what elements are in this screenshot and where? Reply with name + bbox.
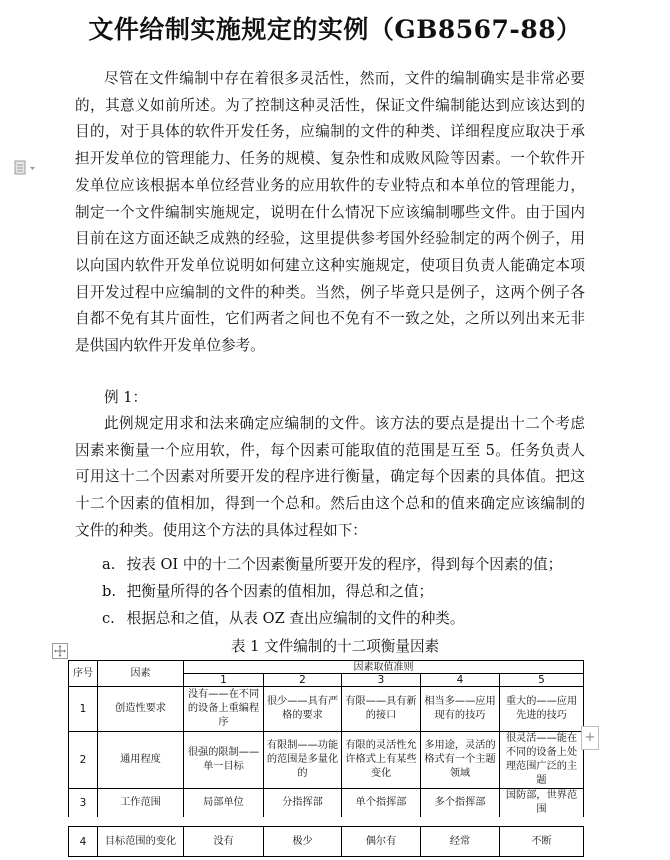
table-cell: 偶尔有	[342, 827, 421, 857]
table-cell: 有限制——功能的范围是多量化的	[264, 732, 342, 789]
header-seq: 序号	[69, 661, 98, 687]
step-item	[102, 552, 562, 578]
table-cell: 没有	[184, 827, 264, 857]
step-text: 根据总和之值，从表 OZ 查出应编制的文件的种类。	[126, 610, 465, 627]
step-letter: b.	[102, 583, 116, 600]
row-factor: 通用程度	[98, 732, 184, 789]
factor-table	[68, 660, 583, 818]
document-icon[interactable]	[14, 160, 42, 176]
table-cell: 分指挥部	[264, 789, 342, 818]
row-factor: 创造性要求	[98, 687, 184, 732]
table-cell: 有限——具有新的接口	[342, 687, 421, 732]
table-cell: 没有——在不同的设备上重编程序	[184, 687, 264, 732]
add-column-plus-icon[interactable]: +	[581, 726, 599, 750]
row-factor: 工作范围	[98, 789, 184, 818]
row-number: 2	[69, 732, 98, 789]
table-row	[69, 687, 584, 732]
table-cell: 极少	[264, 827, 342, 857]
header-level: 1	[184, 674, 264, 687]
example-paragraph: 此例规定用求和法来确定应编制的文件。该方法的要点是提出十二个考虑因素来衡量一个应用软，件，每个因素可能取值的范围是互至 5。任务负责人可用这十二个因素对所要开发的程序进行衡量，确定每个因素的具体值。把这十二个因素的值相加，得到一个总和。然后由这个总和的值来确定应该编制的文件的种类。使用这个方法的具体过程如下：	[75, 415, 585, 539]
table-caption: 表 1 文件编制的十二项衡量因素	[230, 638, 440, 655]
table-cell: 经常	[421, 827, 500, 857]
step-item	[102, 579, 433, 605]
header-level: 5	[500, 674, 584, 687]
row-number: 3	[69, 789, 98, 818]
table-cell: 不断	[500, 827, 584, 857]
step-letter: c.	[102, 610, 115, 627]
table-cell: 多个指挥部	[421, 789, 500, 818]
header-level: 2	[264, 674, 342, 687]
header-level: 4	[421, 674, 500, 687]
step-text: 按表 OI 中的十二个因素衡量所要开发的程序，得到每个因素的值；	[126, 556, 563, 573]
example-label: 例 1：	[104, 389, 148, 406]
step-text: 把衡量所得的各个因素的值相加，得总和之值；	[126, 583, 434, 600]
row-number: 4	[69, 827, 98, 857]
table-row	[69, 789, 584, 818]
row-number: 1	[69, 687, 98, 732]
table-cell: 单个指挥部	[342, 789, 421, 818]
table-cell: 多用途，灵活的格式有一个主题领域	[421, 732, 500, 789]
step-letter: a.	[102, 556, 116, 573]
table-row	[69, 732, 584, 789]
table-cell: 相当多——应用现有的技巧	[421, 687, 500, 732]
table-cell: 局部单位	[184, 789, 264, 818]
table-move-handle-icon[interactable]	[52, 643, 68, 659]
row-factor: 目标范围的变化	[98, 827, 184, 857]
factor-table-continued	[68, 826, 583, 857]
step-item	[102, 606, 465, 632]
table-cell: 很灵活——能在不同的设备上处理范围广泛的主题	[500, 732, 584, 789]
table-cell: 有限的灵活性允许格式上有某些变化	[342, 732, 421, 789]
table-cell: 很少——具有严格的要求	[264, 687, 342, 732]
header-factor: 因素	[98, 661, 184, 687]
table-cell: 很强的限制——单一目标	[184, 732, 264, 789]
table-cell: 重大的——应用先进的技巧	[500, 687, 584, 732]
document-title: 文件给制实施规定的实例（GB8567-88）	[88, 15, 582, 44]
intro-paragraph: 尽管在文件编制中存在着很多灵活性，然而，文件的编制确实是非常必要的，其意义如前所述。为了控制这种灵活性，保证文件编制能达到应该达到的目的，对于具体的软件开发任务，应编制的文件的种类、详细程度应取决于承担开发单位的管理能力、任务的规模、复杂性和成败风险等因素。一个软件开发单位应该根据本单位经营业务的应用软件的专业特点和本单位的管理能力，制定一个文件编制实施规定，说明在什么情况下应该编制哪些文件。由于国内目前在这方面还缺乏成熟的经验，这里提供参考国外经验制定的两个例子，用以向国内软件开发单位说明如何建立这种实施规定，使项目负责人能确定本项目开发过程中应编制的文件的种类。当然，例子毕竟只是例子，这两个例子各自都不免有其片面性，它们两者之间也不免有不一致之处，之所以列出来无非是供国内软件开发单位参考。	[75, 70, 585, 355]
table-cell: 国防部，世界范围	[500, 789, 584, 818]
header-group: 因素取值准则	[184, 661, 584, 674]
header-level: 3	[342, 674, 421, 687]
table-row	[69, 827, 584, 857]
